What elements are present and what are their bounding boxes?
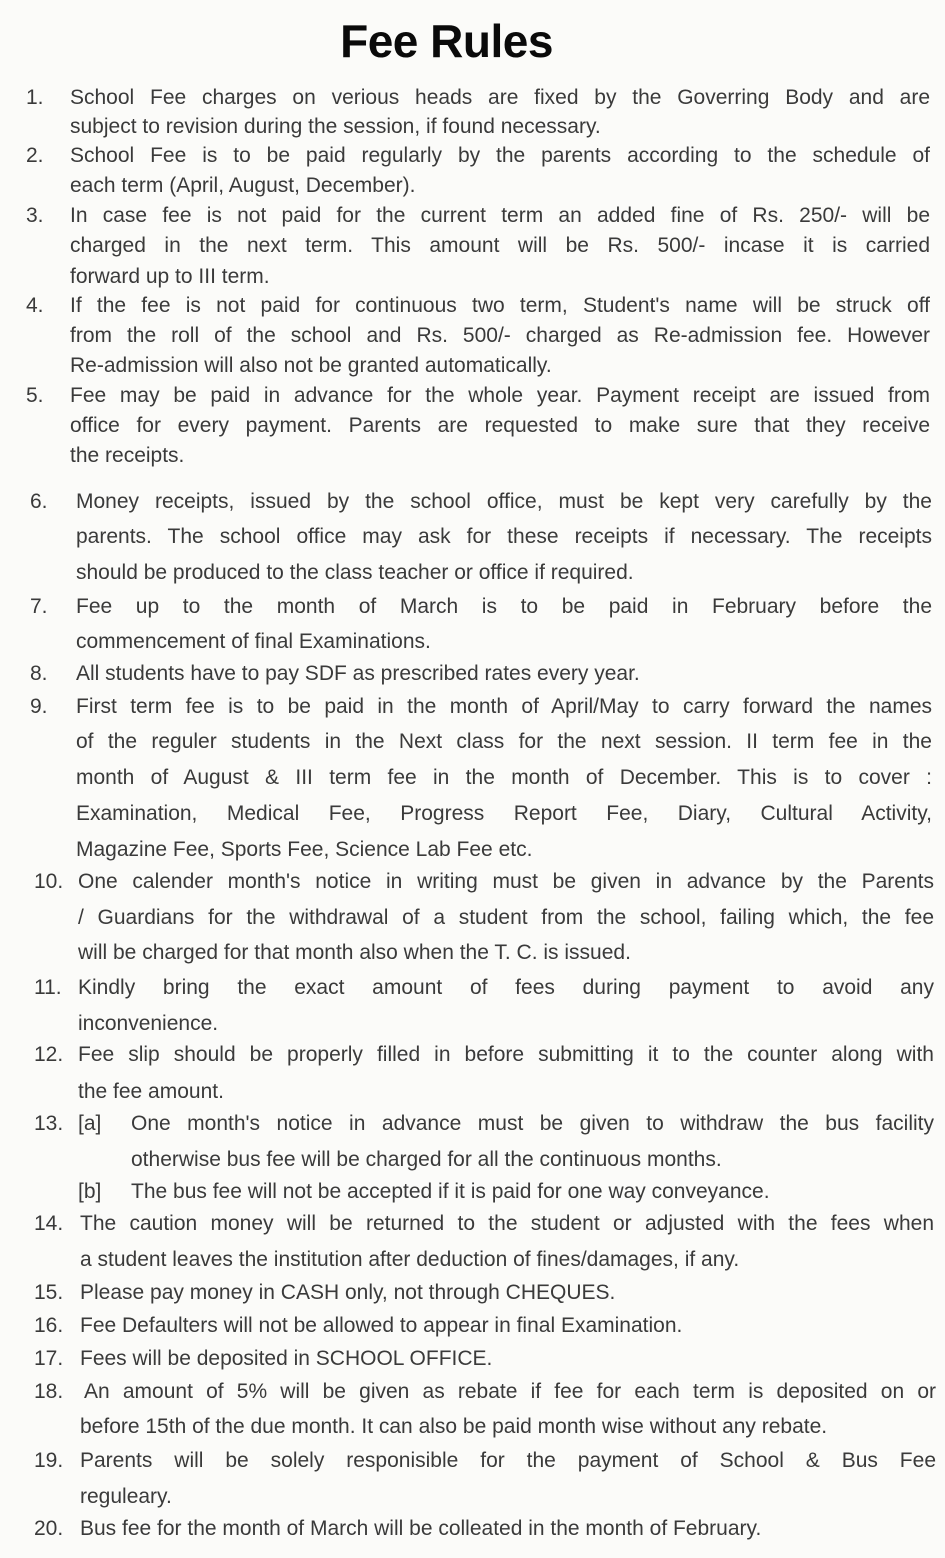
rule-text-line: of the reguler students in the Next class for the next session. II term fee in the — [76, 730, 932, 753]
rule-number: 12. — [34, 1043, 64, 1066]
rule-text-line: Fee may be paid in advance for the whole year. Payment receipt are issued from — [70, 384, 930, 407]
rule-number: 16. — [34, 1314, 64, 1337]
rule-text-line: School Fee is to be paid regularly by the parents according to the schedule of — [70, 144, 930, 167]
rule-number: 1. — [26, 86, 44, 109]
rule-text-line: each term (April, August, December). — [70, 174, 416, 197]
rule-number: 9. — [30, 695, 48, 718]
rule-text-line: Kindly bring the exact amount of fees during payment to avoid any — [78, 976, 934, 999]
page-title: Fee Rules — [340, 15, 553, 67]
rule-text-line: In case fee is not paid for the current term an added fine of Rs. 250/- will be — [70, 204, 930, 227]
rule-text-line: the receipts. — [70, 444, 185, 467]
rule-text-line: Fee up to the month of March is to be paid in February before the — [76, 595, 932, 618]
sub-item-label: [a] — [78, 1112, 102, 1135]
rule-number: 2. — [26, 144, 44, 167]
rule-text-line: First term fee is to be paid in the month of April/May to carry forward the names — [76, 695, 932, 718]
rule-text-line: reguleary. — [80, 1485, 172, 1508]
rule-number: 6. — [30, 490, 48, 513]
rule-number: 13. — [34, 1112, 64, 1135]
rule-text-line: the fee amount. — [78, 1080, 224, 1103]
rule-text-line: office for every payment. Parents are requested to make sure that they receive — [70, 414, 930, 437]
rule-number: 5. — [26, 384, 44, 407]
rule-text-line: inconvenience. — [78, 1012, 219, 1035]
rule-text-line: will be charged for that month also when the T. C. is issued. — [78, 941, 631, 964]
rule-number: 20. — [34, 1517, 64, 1540]
rule-text-line: Fee Defaulters will not be allowed to appear in final Examination. — [80, 1314, 683, 1337]
rule-text-line: should be produced to the class teacher or office if required. — [76, 561, 634, 584]
rule-text-line: from the roll of the school and Rs. 500/- charged as Re-admission fee. However — [70, 324, 930, 347]
rule-text-line: month of August & III term fee in the month of December. This is to cover : — [76, 766, 932, 789]
rule-number: 7. — [30, 595, 48, 618]
rule-text-line: commencement of final Examinations. — [76, 630, 431, 653]
rule-text-line: subject to revision during the session, if found necessary. — [70, 115, 601, 138]
rule-number: 14. — [34, 1212, 64, 1235]
rule-text-line: otherwise bus fee will be charged for all the continuous months. — [131, 1148, 722, 1171]
rule-number: 18. — [34, 1380, 64, 1403]
rule-number: 8. — [30, 662, 48, 685]
rule-text-line: The caution money will be returned to the student or adjusted with the fees when — [80, 1212, 934, 1235]
rule-text-line: The bus fee will not be accepted if it is paid for one way conveyance. — [131, 1180, 770, 1203]
rule-text-line: An amount of 5% will be given as rebate if fee for each term is deposited on or — [84, 1380, 936, 1403]
rule-number: 3. — [26, 204, 44, 227]
rule-text-line: Fees will be deposited in SCHOOL OFFICE. — [80, 1347, 493, 1370]
rule-number: 10. — [34, 870, 64, 893]
rule-number: 15. — [34, 1281, 64, 1304]
rule-text-line: Please pay money in CASH only, not through CHEQUES. — [80, 1281, 616, 1304]
sub-item-label: [b] — [78, 1180, 102, 1203]
rule-text-line: before 15th of the due month. It can also be paid month wise without any rebate. — [80, 1415, 828, 1438]
rule-text-line: Money receipts, issued by the school office, must be kept very carefully by the — [76, 490, 932, 513]
rule-number: 4. — [26, 294, 44, 317]
rule-text-line: If the fee is not paid for continuous two term, Student's name will be struck off — [70, 294, 930, 317]
rule-text-line: Magazine Fee, Sports Fee, Science Lab Fee etc. — [76, 838, 533, 861]
rule-text-line: / Guardians for the withdrawal of a student from the school, failing which, the fee — [78, 906, 934, 929]
rule-text-line: Fee slip should be properly filled in before submitting it to the counter along with — [78, 1043, 934, 1066]
rule-number: 11. — [34, 976, 62, 999]
rule-text-line: Examination, Medical Fee, Progress Report Fee, Diary, Cultural Activity, — [76, 802, 932, 825]
rule-text-line: School Fee charges on verious heads are fixed by the Goverring Body and are — [70, 86, 930, 109]
rule-text-line: Parents will be solely responisible for the payment of School & Bus Fee — [80, 1449, 936, 1472]
rule-text-line: forward up to III term. — [70, 265, 270, 288]
rule-text-line: parents. The school office may ask for these receipts if necessary. The receipts — [76, 525, 932, 548]
rule-text-line: All students have to pay SDF as prescribed rates every year. — [76, 662, 640, 685]
rule-text-line: One month's notice in advance must be given to withdraw the bus facility — [131, 1112, 934, 1135]
rule-number: 19. — [34, 1449, 64, 1472]
rule-text-line: Bus fee for the month of March will be colleated in the month of February. — [80, 1517, 762, 1540]
rule-number: 17. — [34, 1347, 64, 1370]
rule-text-line: a student leaves the institution after deduction of fines/damages, if any. — [80, 1248, 740, 1271]
rule-text-line: One calender month's notice in writing must be given in advance by the Parents — [78, 870, 934, 893]
rule-text-line: Re-admission will also not be granted automatically. — [70, 354, 552, 377]
rule-text-line: charged in the next term. This amount will be Rs. 500/- incase it is carried — [70, 234, 930, 257]
